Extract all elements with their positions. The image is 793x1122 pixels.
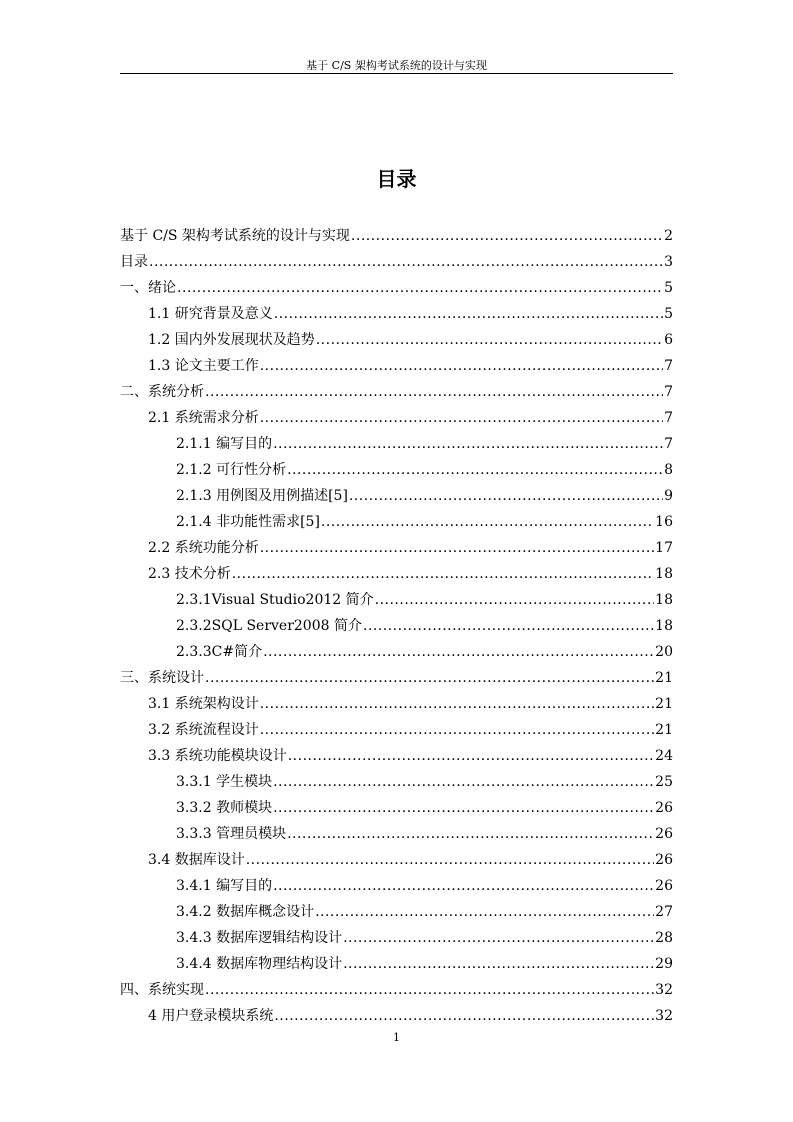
toc-entry-title: 1.1 研究背景及意义 — [148, 306, 273, 322]
toc-dot-leader — [287, 824, 654, 844]
toc-dot-leader — [343, 954, 654, 974]
toc-dot-leader — [273, 772, 654, 792]
toc-dot-leader — [260, 408, 663, 428]
toc-dot-leader — [375, 590, 655, 610]
toc-entry-page: 26 — [655, 826, 673, 842]
table-of-contents — [120, 226, 673, 1032]
toc-entry[interactable] — [120, 850, 673, 876]
toc-entry-title: 2.1 系统需求分析 — [148, 410, 259, 426]
toc-entry-page: 21 — [655, 670, 673, 686]
toc-entry-title: 2.1.4 非功能性需求[5] — [176, 514, 320, 530]
toc-entry-title: 2.3.3C#简介 — [176, 644, 263, 660]
toc-dot-leader — [260, 720, 654, 740]
toc-entry-page: 5 — [664, 280, 673, 296]
toc-entry-title: 3.4 数据库设计 — [148, 852, 245, 868]
toc-entry[interactable] — [120, 278, 673, 304]
toc-entry[interactable] — [120, 928, 673, 954]
toc-entry[interactable] — [120, 720, 673, 746]
toc-dot-leader — [149, 252, 663, 272]
toc-dot-leader — [205, 382, 663, 402]
toc-entry-title: 3.4.2 数据库概念设计 — [176, 904, 315, 920]
toc-entry-page: 27 — [655, 904, 673, 920]
toc-entry-title: 目录 — [120, 254, 148, 270]
toc-dot-leader — [260, 694, 654, 714]
toc-dot-leader — [274, 1006, 654, 1026]
toc-dot-leader — [232, 564, 654, 584]
toc-entry[interactable] — [120, 226, 673, 252]
toc-entry-page: 20 — [655, 644, 673, 660]
toc-entry[interactable] — [120, 876, 673, 902]
toc-entry-title: 3.3.2 教师模块 — [176, 800, 273, 816]
toc-entry[interactable] — [120, 954, 673, 980]
toc-entry[interactable] — [120, 564, 673, 590]
toc-dot-leader — [316, 330, 663, 350]
toc-entry-page: 21 — [655, 696, 673, 712]
toc-entry-page: 29 — [655, 956, 673, 972]
toc-entry-title: 2.3.1Visual Studio2012 简介 — [176, 592, 374, 608]
toc-dot-leader — [273, 798, 654, 818]
toc-entry-title: 3.3.3 管理员模块 — [176, 826, 287, 842]
toc-entry-page: 32 — [655, 982, 673, 998]
toc-entry[interactable] — [120, 824, 673, 850]
toc-dot-leader — [263, 642, 654, 662]
toc-entry-title: 3.1 系统架构设计 — [148, 696, 259, 712]
toc-entry-page: 7 — [664, 410, 673, 426]
toc-entry-page: 8 — [664, 462, 673, 478]
toc-entry-title: 3.4.1 编写目的 — [176, 878, 273, 894]
toc-entry[interactable] — [120, 1006, 673, 1032]
toc-entry-page: 9 — [664, 488, 673, 504]
toc-entry-title: 一、绪论 — [120, 280, 176, 296]
toc-dot-leader — [349, 486, 663, 506]
toc-dot-leader — [273, 876, 654, 896]
toc-dot-leader — [274, 304, 663, 324]
toc-entry-title: 基于 C/S 架构考试系统的设计与实现 — [120, 228, 350, 244]
toc-entry[interactable] — [120, 616, 673, 642]
toc-dot-leader — [321, 512, 654, 532]
toc-entry[interactable] — [120, 382, 673, 408]
toc-entry-title: 2.1.1 编写目的 — [176, 436, 273, 452]
header-rule — [120, 73, 673, 74]
toc-entry-page: 32 — [655, 1008, 673, 1024]
toc-dot-leader — [246, 850, 654, 870]
toc-entry-title: 三、系统设计 — [120, 670, 204, 686]
toc-entry-title: 3.3 系统功能模块设计 — [148, 748, 287, 764]
toc-dot-leader — [273, 434, 663, 454]
toc-dot-leader — [205, 980, 654, 1000]
toc-dot-leader — [343, 928, 654, 948]
toc-entry[interactable] — [120, 746, 673, 772]
toc-dot-leader — [288, 746, 654, 766]
toc-dot-leader — [287, 460, 663, 480]
toc-dot-leader — [351, 226, 663, 246]
toc-entry-page: 7 — [664, 436, 673, 452]
toc-entry[interactable] — [120, 772, 673, 798]
toc-entry[interactable] — [120, 304, 673, 330]
toc-entry[interactable] — [120, 668, 673, 694]
toc-dot-leader — [177, 278, 663, 298]
toc-entry-page: 18 — [655, 618, 673, 634]
toc-entry[interactable] — [120, 486, 673, 512]
toc-entry-title: 2.3 技术分析 — [148, 566, 231, 582]
toc-entry-page: 28 — [655, 930, 673, 946]
toc-entry-title: 2.3.2SQL Server2008 简介 — [176, 618, 362, 634]
toc-entry[interactable] — [120, 642, 673, 668]
toc-entry-page: 7 — [664, 358, 673, 374]
toc-entry[interactable] — [120, 434, 673, 460]
toc-entry[interactable] — [120, 798, 673, 824]
toc-entry-page: 18 — [655, 592, 673, 608]
toc-entry-page: 21 — [655, 722, 673, 738]
toc-entry-page: 18 — [655, 566, 673, 582]
toc-entry-page: 16 — [655, 514, 673, 530]
toc-entry[interactable] — [120, 408, 673, 434]
toc-entry-page: 17 — [655, 540, 673, 556]
toc-entry-page: 26 — [655, 852, 673, 868]
toc-entry-title: 3.4.3 数据库逻辑结构设计 — [176, 930, 343, 946]
toc-entry-title: 2.1.2 可行性分析 — [176, 462, 287, 478]
toc-entry[interactable] — [120, 356, 673, 382]
toc-entry-title: 2.2 系统功能分析 — [148, 540, 259, 556]
toc-entry-page: 24 — [655, 748, 673, 764]
toc-entry-title: 4 用户登录模块系统 — [148, 1008, 274, 1024]
toc-entry[interactable] — [120, 252, 673, 278]
toc-dot-leader — [260, 356, 663, 376]
toc-entry-title: 3.2 系统流程设计 — [148, 722, 259, 738]
toc-entry[interactable] — [120, 512, 673, 538]
toc-entry[interactable] — [120, 694, 673, 720]
toc-entry-title: 3.3.1 学生模块 — [176, 774, 273, 790]
toc-entry-page: 3 — [664, 254, 673, 270]
toc-entry[interactable] — [120, 460, 673, 486]
toc-entry-title: 2.1.3 用例图及用例描述[5] — [176, 488, 348, 504]
toc-entry-title: 1.3 论文主要工作 — [148, 358, 259, 374]
toc-entry-page: 2 — [664, 228, 673, 244]
toc-entry-page: 26 — [655, 878, 673, 894]
toc-entry-title: 1.2 国内外发展现状及趋势 — [148, 332, 315, 348]
page-number: 1 — [393, 1031, 400, 1044]
toc-entry[interactable] — [120, 980, 673, 1006]
toc-entry-title: 二、系统分析 — [120, 384, 204, 400]
toc-entry[interactable] — [120, 590, 673, 616]
toc-dot-leader — [205, 668, 654, 688]
toc-dot-leader — [260, 538, 654, 558]
toc-entry-title: 3.4.4 数据库物理结构设计 — [176, 956, 343, 972]
toc-dot-leader — [315, 902, 654, 922]
toc-entry-page: 25 — [655, 774, 673, 790]
toc-dot-leader — [363, 616, 654, 636]
toc-entry[interactable] — [120, 330, 673, 356]
toc-entry-page: 26 — [655, 800, 673, 816]
toc-entry-title: 四、系统实现 — [120, 982, 204, 998]
toc-entry[interactable] — [120, 538, 673, 564]
page-title: 目录 — [376, 167, 417, 191]
toc-entry-page: 6 — [664, 332, 673, 348]
running-header: 基于 C/S 架构考试系统的设计与实现 — [306, 59, 487, 72]
toc-entry[interactable] — [120, 902, 673, 928]
toc-entry-page: 5 — [664, 306, 673, 322]
toc-entry-page: 7 — [664, 384, 673, 400]
